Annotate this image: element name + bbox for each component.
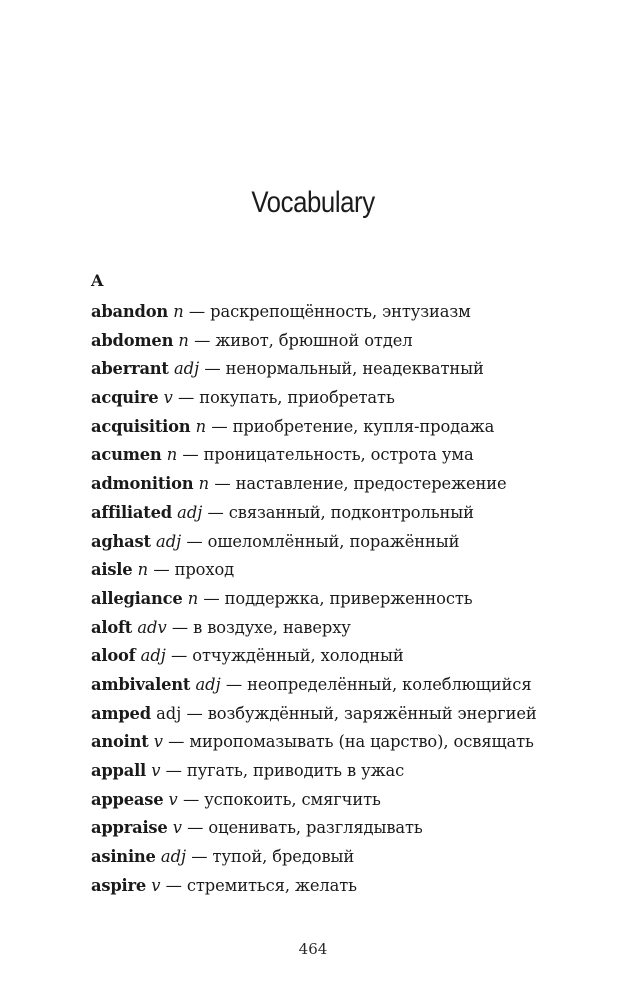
- vocabulary-entry: [91, 614, 591, 643]
- entry-definition: — пугать, приводить в ужас: [165, 761, 405, 780]
- entry-word: aisle: [91, 560, 133, 580]
- entry-part-of-speech: n: [137, 560, 149, 580]
- entry-part-of-speech: adj: [140, 646, 166, 666]
- entry-part-of-speech: adv: [137, 617, 167, 637]
- entry-part-of-speech: n: [195, 416, 207, 436]
- entry-definition: — миропомазывать (на царство), освящать: [168, 732, 534, 752]
- entry-part-of-speech: adj: [156, 531, 182, 551]
- entry-part-of-speech: n: [178, 330, 189, 350]
- page-number: 464: [298, 940, 328, 958]
- vocabulary-entry: [91, 413, 591, 442]
- vocabulary-entry: [91, 441, 591, 470]
- entry-word: aloof: [91, 646, 136, 666]
- entry-part-of-speech: v: [163, 388, 173, 408]
- entry-definition: — покупать, приобретать: [177, 388, 395, 408]
- vocabulary-entry: [91, 872, 591, 901]
- entry-part-of-speech: v: [151, 761, 161, 780]
- entry-definition: — успокоить, смягчить: [182, 789, 381, 809]
- entry-word: anoint: [91, 732, 149, 752]
- entry-definition: — связанный, подконтрольный: [207, 502, 474, 522]
- vocabulary-entry: [91, 700, 591, 729]
- vocabulary-entry: [91, 327, 591, 356]
- entry-definition: — ошеломлённый, поражённый: [186, 531, 460, 551]
- entry-part-of-speech: v: [151, 875, 161, 895]
- entry-part-of-speech: n: [198, 474, 210, 494]
- entry-definition: — проницательность, острота ума: [182, 445, 474, 465]
- vocabulary-entry: [91, 298, 591, 327]
- entry-definition: — приобретение, купля-продажа: [211, 416, 495, 436]
- entry-word: appraise: [91, 818, 168, 838]
- vocabulary-entry: [91, 671, 591, 700]
- entry-word: appease: [91, 789, 164, 809]
- entry-definition: — тупой, бредовый: [191, 847, 355, 867]
- vocabulary-entry: [91, 843, 591, 872]
- entry-word: ambivalent: [91, 674, 191, 694]
- entry-part-of-speech: n: [166, 445, 178, 465]
- entry-definition: — живот, брюшной отдел: [194, 330, 413, 350]
- entry-definition: — оценивать, разглядывать: [187, 818, 423, 838]
- entry-word: aghast: [91, 531, 151, 551]
- vocabulary-entry: [91, 728, 591, 757]
- vocabulary-list: [91, 298, 591, 900]
- entry-word: asinine: [91, 847, 156, 867]
- vocabulary-entry: [91, 528, 591, 557]
- vocabulary-entry: [91, 556, 591, 585]
- page-title: Vocabulary: [251, 186, 375, 219]
- section-letter: A: [91, 271, 104, 290]
- entry-word: admonition: [91, 474, 194, 494]
- vocabulary-entry: [91, 585, 591, 614]
- entry-definition: — раскрепощённость, энтузиазм: [188, 302, 471, 321]
- vocabulary-entry: [91, 757, 591, 786]
- entry-definition: — стремиться, желать: [165, 875, 357, 895]
- entry-definition: — неопределённый, колеблющийся: [225, 674, 532, 694]
- entry-definition: — поддержка, приверженность: [203, 588, 473, 608]
- vocabulary-entry: [91, 642, 591, 671]
- entry-part-of-speech: v: [172, 818, 182, 838]
- entry-word: aberrant: [91, 359, 169, 379]
- entry-word: allegiance: [91, 588, 183, 608]
- entry-part-of-speech: n: [173, 302, 184, 321]
- entry-part-of-speech: adj: [156, 703, 182, 723]
- entry-word: abdomen: [91, 330, 174, 350]
- entry-word: acquire: [91, 388, 159, 408]
- vocabulary-entry: [91, 814, 591, 843]
- entry-part-of-speech: adj: [177, 502, 203, 522]
- entry-word: affiliated: [91, 502, 172, 522]
- entry-word: acumen: [91, 445, 162, 465]
- entry-part-of-speech: n: [187, 588, 199, 608]
- entry-definition: — возбуждённый, заряжённый энергией: [186, 703, 537, 723]
- entry-definition: — отчуждённый, холодный: [171, 646, 404, 666]
- entry-word: aloft: [91, 617, 133, 637]
- entry-definition: — в воздухе, наверху: [171, 617, 351, 637]
- entry-word: aspire: [91, 875, 147, 895]
- entry-word: amped: [91, 703, 151, 723]
- entry-part-of-speech: adj: [173, 359, 200, 379]
- entry-word: abandon: [91, 302, 169, 321]
- vocabulary-entry: [91, 470, 591, 499]
- vocabulary-entry: [91, 355, 591, 384]
- vocabulary-entry: [91, 499, 591, 528]
- entry-part-of-speech: v: [153, 732, 163, 752]
- vocabulary-entry: [91, 384, 591, 413]
- entry-definition: — ненормальный, неадекватный: [204, 359, 484, 379]
- vocabulary-entry: [91, 786, 591, 815]
- entry-definition: — проход: [153, 560, 235, 580]
- entry-part-of-speech: adj: [160, 847, 187, 867]
- entry-word: appall: [91, 761, 147, 780]
- entry-part-of-speech: v: [168, 789, 178, 809]
- entry-definition: — наставление, предостережение: [214, 474, 507, 494]
- entry-part-of-speech: adj: [195, 674, 221, 694]
- entry-word: acquisition: [91, 416, 191, 436]
